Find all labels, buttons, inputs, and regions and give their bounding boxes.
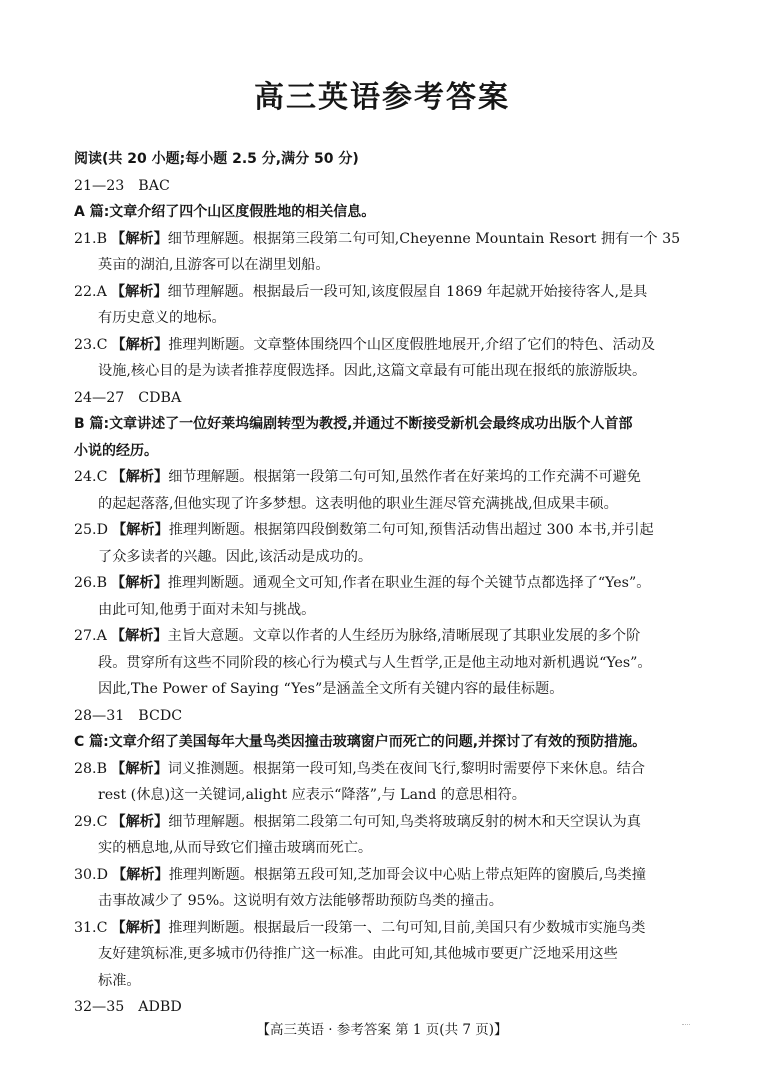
answer-row-28-31 (74, 703, 696, 730)
answer-row-32-35 (74, 994, 696, 1021)
explanation-text: 了众多读者的兴趣。因此,该活动是成功的。 (98, 548, 373, 565)
explanation-text: 段。贯穿所有这些不同阶段的核心行为模式与人生哲学,正是他主动地对新机遇说“Yes”。 (98, 654, 652, 671)
question-number: 24.C (74, 469, 108, 485)
answer-row-21-23 (74, 173, 696, 200)
explanation-text: 主旨大意题。文章以作者的人生经历为脉络,清晰展现了其职业发展的多个阶 (167, 628, 641, 644)
explanation-text: 有历史意义的地标。 (98, 310, 226, 326)
explanation-text: 推理判断题。根据第五段可知,芝加哥会议中心贴上带点矩阵的窗膜后,鸟类撞 (168, 866, 646, 883)
explanation-text: 细节理解题。根据最后一段可知,该度假屋自 1869 年起就开始接待客人,是具 (167, 283, 648, 300)
explanation-text: 实的栖息地,从而导致它们撞击玻璃而死亡。 (98, 840, 373, 856)
explanation-text: 设施,核心目的是为读者推荐度假选择。因此,这篇文章最有可能出现在报纸的旅游版块。 (98, 363, 647, 379)
analysis-tag: 【解析】 (111, 522, 169, 538)
explanation-text: 英亩的湖泊,且游客可以在湖里划船。 (98, 257, 330, 273)
question-range: 21—23 (74, 177, 125, 194)
question-range: 24—27 (74, 389, 125, 406)
analysis-tag: 【解析】 (111, 866, 169, 883)
passage-summary-b: B 篇:文章讲述了一位好莱坞编剧转型为教授,并通过不断接受新机会最终成功出版个人首部 (74, 416, 633, 432)
question-number: 31.C (74, 919, 108, 936)
question-number: 23.C (74, 336, 108, 353)
explanation-text: 词义推测题。根据第一段可知,鸟类在夜间飞行,黎明时需要停下来休息。结合 (167, 760, 645, 777)
explanation-28 (74, 756, 696, 809)
analysis-tag: 【解析】 (110, 283, 168, 300)
explanation-22 (74, 279, 696, 332)
question-number: 22.A (74, 283, 107, 300)
explanation-text: 推理判断题。通观全文可知,作者在职业生涯的每个关键节点都选择了“Yes”。 (167, 575, 651, 591)
passage-summary-b-cont: 小说的经历。 (74, 442, 158, 459)
analysis-tag: 【解析】 (111, 575, 168, 591)
question-number: 28.B (74, 760, 107, 777)
explanation-text: 标准。 (98, 972, 141, 989)
analysis-tag: 【解析】 (111, 760, 168, 777)
analysis-tag: 【解析】 (111, 813, 169, 830)
explanation-text: 因此,The Power of Saying “Yes”是涵盖全文所有关键内容的最佳标题。 (98, 681, 564, 697)
explanation-text: 细节理解题。根据第三段第二句可知,Cheyenne Mountain Resort 拥有一个 35 (167, 230, 681, 247)
explanation-21 (74, 226, 696, 279)
explanation-text: 推理判断题。根据第四段倒数第二句可知,预售活动售出超过 300 本书,并引起 (168, 522, 654, 538)
explanation-text: 细节理解题。根据第一段第二句可知,虽然作者在好莱坞的工作充满不可避免 (168, 469, 641, 485)
explanation-text: 细节理解题。根据第二段第二句可知,鸟类将玻璃反射的树木和天空误认为真 (168, 813, 641, 830)
explanation-text: 推理判断题。文章整体围绕四个山区度假胜地展开,介绍了它们的特色、活动及 (168, 336, 656, 353)
explanation-31 (74, 915, 696, 995)
page-title: 高三英语参考答案 (254, 80, 510, 115)
answer-letters: BAC (138, 177, 170, 194)
explanation-25 (74, 517, 696, 570)
explanation-text: 击事故减少了 95%。这说明有效方法能够帮助预防鸟类的撞击。 (98, 893, 503, 909)
explanation-29 (74, 809, 696, 862)
analysis-tag: 【解析】 (110, 628, 168, 644)
question-number: 30.D (74, 866, 108, 883)
analysis-tag: 【解析】 (111, 469, 169, 485)
answer-letters: BCDC (138, 707, 183, 724)
answer-letters: ADBD (138, 999, 182, 1015)
question-number: 21.B (74, 230, 107, 247)
page-footer: 【高三英语 · 参考答案 第 1 页(共 7 页)】 (256, 1022, 508, 1038)
explanation-27 (74, 623, 696, 703)
analysis-tag: 【解析】 (111, 919, 169, 936)
answer-row-24-27 (74, 385, 696, 412)
explanation-text: 推理判断题。根据最后一段第一、二句可知,目前,美国只有少数城市实施鸟类 (168, 919, 646, 936)
passage-summary-a: A 篇:文章介绍了四个山区度假胜地的相关信息。 (74, 204, 376, 220)
explanation-24 (74, 464, 696, 517)
explanation-text: 的起起落落,但他实现了许多梦想。这表明他的职业生涯尽管充满挑战,但成果丰硕。 (98, 495, 618, 512)
corner-mark (682, 1022, 690, 1025)
question-range: 28—31 (74, 707, 125, 724)
explanation-text: 友好建筑标准,更多城市仍待推广这一标准。由此可知,其他城市要更广泛地采用这些 (98, 946, 618, 962)
section-heading: 阅读(共 20 小题;每小题 2.5 分,满分 50 分) (74, 151, 359, 167)
analysis-tag: 【解析】 (111, 336, 169, 353)
question-number: 26.B (74, 575, 107, 591)
explanation-text: rest (休息)这一关键词,alight 应表示“降落”,与 Land 的意思相符。 (98, 787, 526, 803)
passage-summary-c: C 篇:文章介绍了美国每年大量鸟类因撞击玻璃窗户而死亡的问题,并探讨了有效的预防措施。 (74, 734, 647, 750)
question-number: 25.D (74, 522, 108, 538)
answer-letters: CDBA (138, 389, 182, 406)
explanation-30 (74, 862, 696, 915)
explanation-text: 由此可知,他勇于面对未知与挑战。 (98, 601, 316, 618)
question-number: 29.C (74, 813, 108, 830)
explanation-23 (74, 332, 696, 385)
question-range: 32—35 (74, 999, 125, 1015)
question-number: 27.A (74, 628, 107, 644)
explanation-26 (74, 570, 696, 623)
analysis-tag: 【解析】 (111, 230, 168, 247)
content (74, 146, 696, 1021)
